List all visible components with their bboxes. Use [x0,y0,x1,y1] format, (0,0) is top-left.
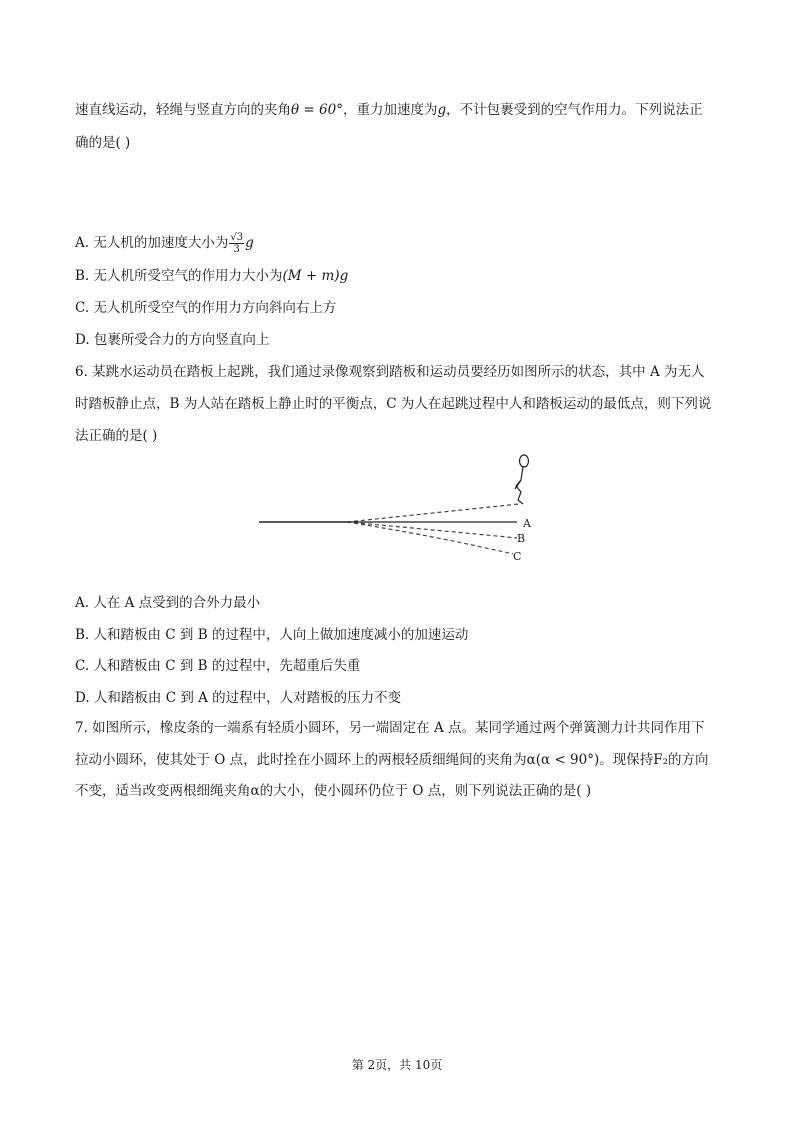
q6-line-3: 法正确的是( ) [75,428,158,444]
q5-option-d: D. 包裹所受合力的方向竖直向上 [75,332,270,348]
q7-line-3: 不变，适当改变两根细绳夹角α的大小，使小圆环仍位于 O 点，则下列说法正确的是( ) [75,783,592,799]
q5-theta-expr: θ = 60° [291,102,343,118]
q7-line-2: 拉动小圆环，使其处于 O 点，此时拴在小圆环上的两根轻质细绳间的夹角为α(α < 90°)。现保持F₂的方向 [75,752,709,768]
label-a: A [523,517,531,530]
q5-line-1-a: 速直线运动，轻绳与竖直方向的夹角 [75,102,291,118]
board-position-c [347,522,513,554]
label-c: C [513,550,522,563]
diver-figure [515,455,529,504]
q6-option-b: B. 人和踏板由 C 到 B 的过程中，人向上做加速度减小的加速运动 [75,627,469,643]
q6-option-d: D. 人和踏板由 C 到 A 的过程中，人对踏板的压力不变 [75,690,402,706]
q5-option-a [75,232,254,255]
q5-option-b-text: B. 无人机所受空气的作用力大小为 [75,268,283,284]
q6-option-a: A. 人在 A 点受到的合外力最小 [75,595,261,611]
q5-option-a-g: g [245,235,254,251]
q5-g-symbol: g [437,102,447,118]
q5-line-1 [75,100,703,120]
q5-option-a-fraction [229,232,244,255]
q6-option-c: C. 人和踏板由 C 到 B 的过程中，先超重后失重 [75,658,361,674]
q5-line-1-c: ，不计包裹受到的空气作用力。下列说法正 [446,102,703,118]
q5-option-b-math: (M + m)g [282,268,349,284]
q5-line-2: 确的是( ) [75,135,131,151]
q5-option-b [75,266,348,286]
board-position-b [347,522,517,538]
q5-line-1-b: ，重力加速度为 [342,102,438,118]
fraction-denominator: 3 [233,244,240,255]
springboard-diagram [255,452,545,570]
board-position-a [347,504,519,522]
label-b: B [517,532,526,545]
page-footer: 第 2页，共 10页 [351,1058,443,1072]
fraction-numerator: √3 [230,232,244,243]
q5-option-a-text: A. 无人机的加速度大小为 [75,235,229,251]
q6-line-2: 时踏板静止点，B 为人站在踏板上静止时的平衡点，C 为人在起跳过程中人和踏板运动的最低点，则下列说 [75,396,712,412]
q5-option-c: C. 无人机所受空气的作用力方向斜向右上方 [75,300,337,316]
q6-line-1: 6. 某跳水运动员在踏板上起跳，我们通过录像观察到踏板和运动员要经历如图所示的状态，其中 A 为无人 [75,364,705,380]
q7-line-1: 7. 如图所示，橡皮条的一端系有轻质小圆环，另一端固定在 A 点。某同学通过两个弹簧测力计共同作用下 [75,720,705,736]
